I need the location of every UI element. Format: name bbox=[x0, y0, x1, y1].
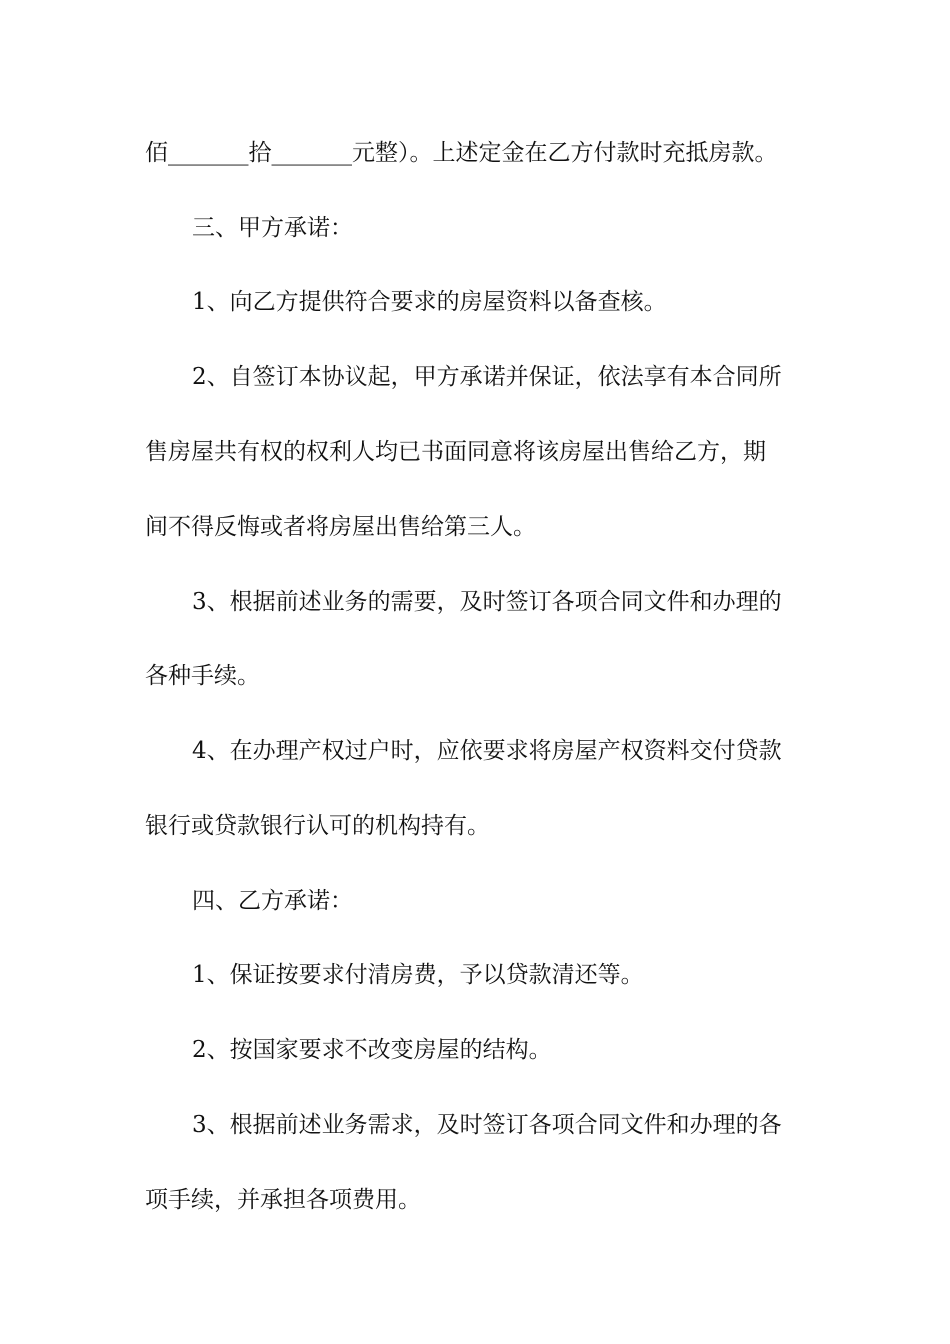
paragraph-line: 间不得反悔或者将房屋出售给第三人。 bbox=[145, 514, 536, 540]
paragraph-line: 2、自签订本协议起，甲方承诺并保证，依法享有本合同所 bbox=[192, 364, 782, 390]
paragraph-line: 2、按国家要求不改变房屋的结构。 bbox=[192, 1037, 552, 1063]
paragraph-line: 3、根据前述业务的需要，及时签订各项合同文件和办理的 bbox=[192, 589, 782, 615]
section-heading-party-a: 三、甲方承诺： bbox=[192, 215, 353, 241]
paragraph-line: 银行或贷款银行认可的机构持有。 bbox=[145, 813, 490, 839]
paragraph-line: 项手续，并承担各项费用。 bbox=[145, 1187, 421, 1213]
section-heading-party-b: 四、乙方承诺： bbox=[192, 888, 353, 914]
paragraph-line: 3、根据前述业务需求，及时签订各项合同文件和办理的各 bbox=[192, 1112, 782, 1138]
paragraph-line: 1、向乙方提供符合要求的房屋资料以备查核。 bbox=[192, 289, 667, 315]
paragraph-line: 1、保证按要求付清房费，予以贷款清还等。 bbox=[192, 962, 644, 988]
paragraph-line: 各种手续。 bbox=[145, 663, 260, 689]
paragraph-line: 佰_______拾_______元整）。上述定金在乙方付款时充抵房款。 bbox=[145, 140, 778, 166]
paragraph-line: 售房屋共有权的权利人均已书面同意将该房屋出售给乙方，期 bbox=[145, 439, 766, 465]
paragraph-line: 4、在办理产权过户时，应依要求将房屋产权资料交付贷款 bbox=[192, 738, 782, 764]
